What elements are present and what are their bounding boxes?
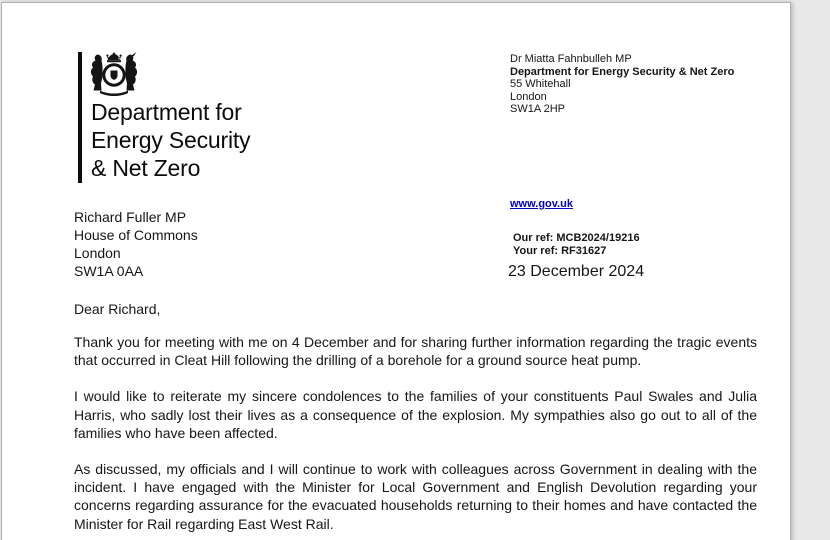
sender-address-line: London (510, 90, 547, 103)
logo-vertical-bar (78, 52, 82, 183)
letter-body (74, 333, 757, 540)
sender-name: Dr Miatta Fahnbulleh MP (510, 53, 632, 65)
paragraph: As discussed, my officials and I will continue to work with colleagues across Government in dealing with the incident. I have engaged with the Minister for Local Government and English Devolution regarding your concerns regarding assurance for the evacuated households returning to their homes and have contacted the Minister for Rail regarding East West Rail. (74, 461, 757, 532)
recipient-line: Richard Fuller MP (74, 209, 187, 225)
your-ref: Your ref: RF31627 (513, 245, 607, 257)
logo-line: Department for (91, 99, 242, 125)
royal-crest-icon (88, 52, 140, 98)
logo-line: Energy Security (91, 127, 251, 153)
logo-line: & Net Zero (91, 155, 201, 181)
sender-address-line: SW1A 2HP (510, 103, 566, 115)
department-logo-text (91, 98, 250, 182)
sender-address-line: 55 Whitehall (510, 78, 571, 90)
our-ref: Our ref: MCB2024/19216 (513, 232, 640, 244)
letter-page (1, 2, 791, 540)
gov-uk-link[interactable]: www.gov.uk (510, 198, 573, 210)
recipient-line: London (74, 245, 121, 261)
sender-address-block (510, 53, 734, 116)
recipient-line: House of Commons (74, 227, 198, 243)
sender-department: Department for Energy Security & Net Zero (510, 65, 735, 78)
paragraph: Thank you for meeting with me on 4 December and for sharing further information regarding the tragic events that occurred in Cleat Hill following the drilling of a borehole for a ground source heat pump. (74, 334, 757, 369)
recipient-line: SW1A 0AA (74, 263, 144, 279)
reference-block (513, 232, 640, 258)
salutation: Dear Richard, (74, 301, 161, 317)
letter-date: 23 December 2024 (508, 263, 645, 280)
paragraph: I would like to reiterate my sincere condolences to the families of your constituents Paul Swales and Julia Harris, who sadly lost their lives as a consequence of the explosion. My sympathies also go out to all of the families who have been affected. (74, 388, 757, 441)
recipient-address-block (74, 208, 198, 280)
